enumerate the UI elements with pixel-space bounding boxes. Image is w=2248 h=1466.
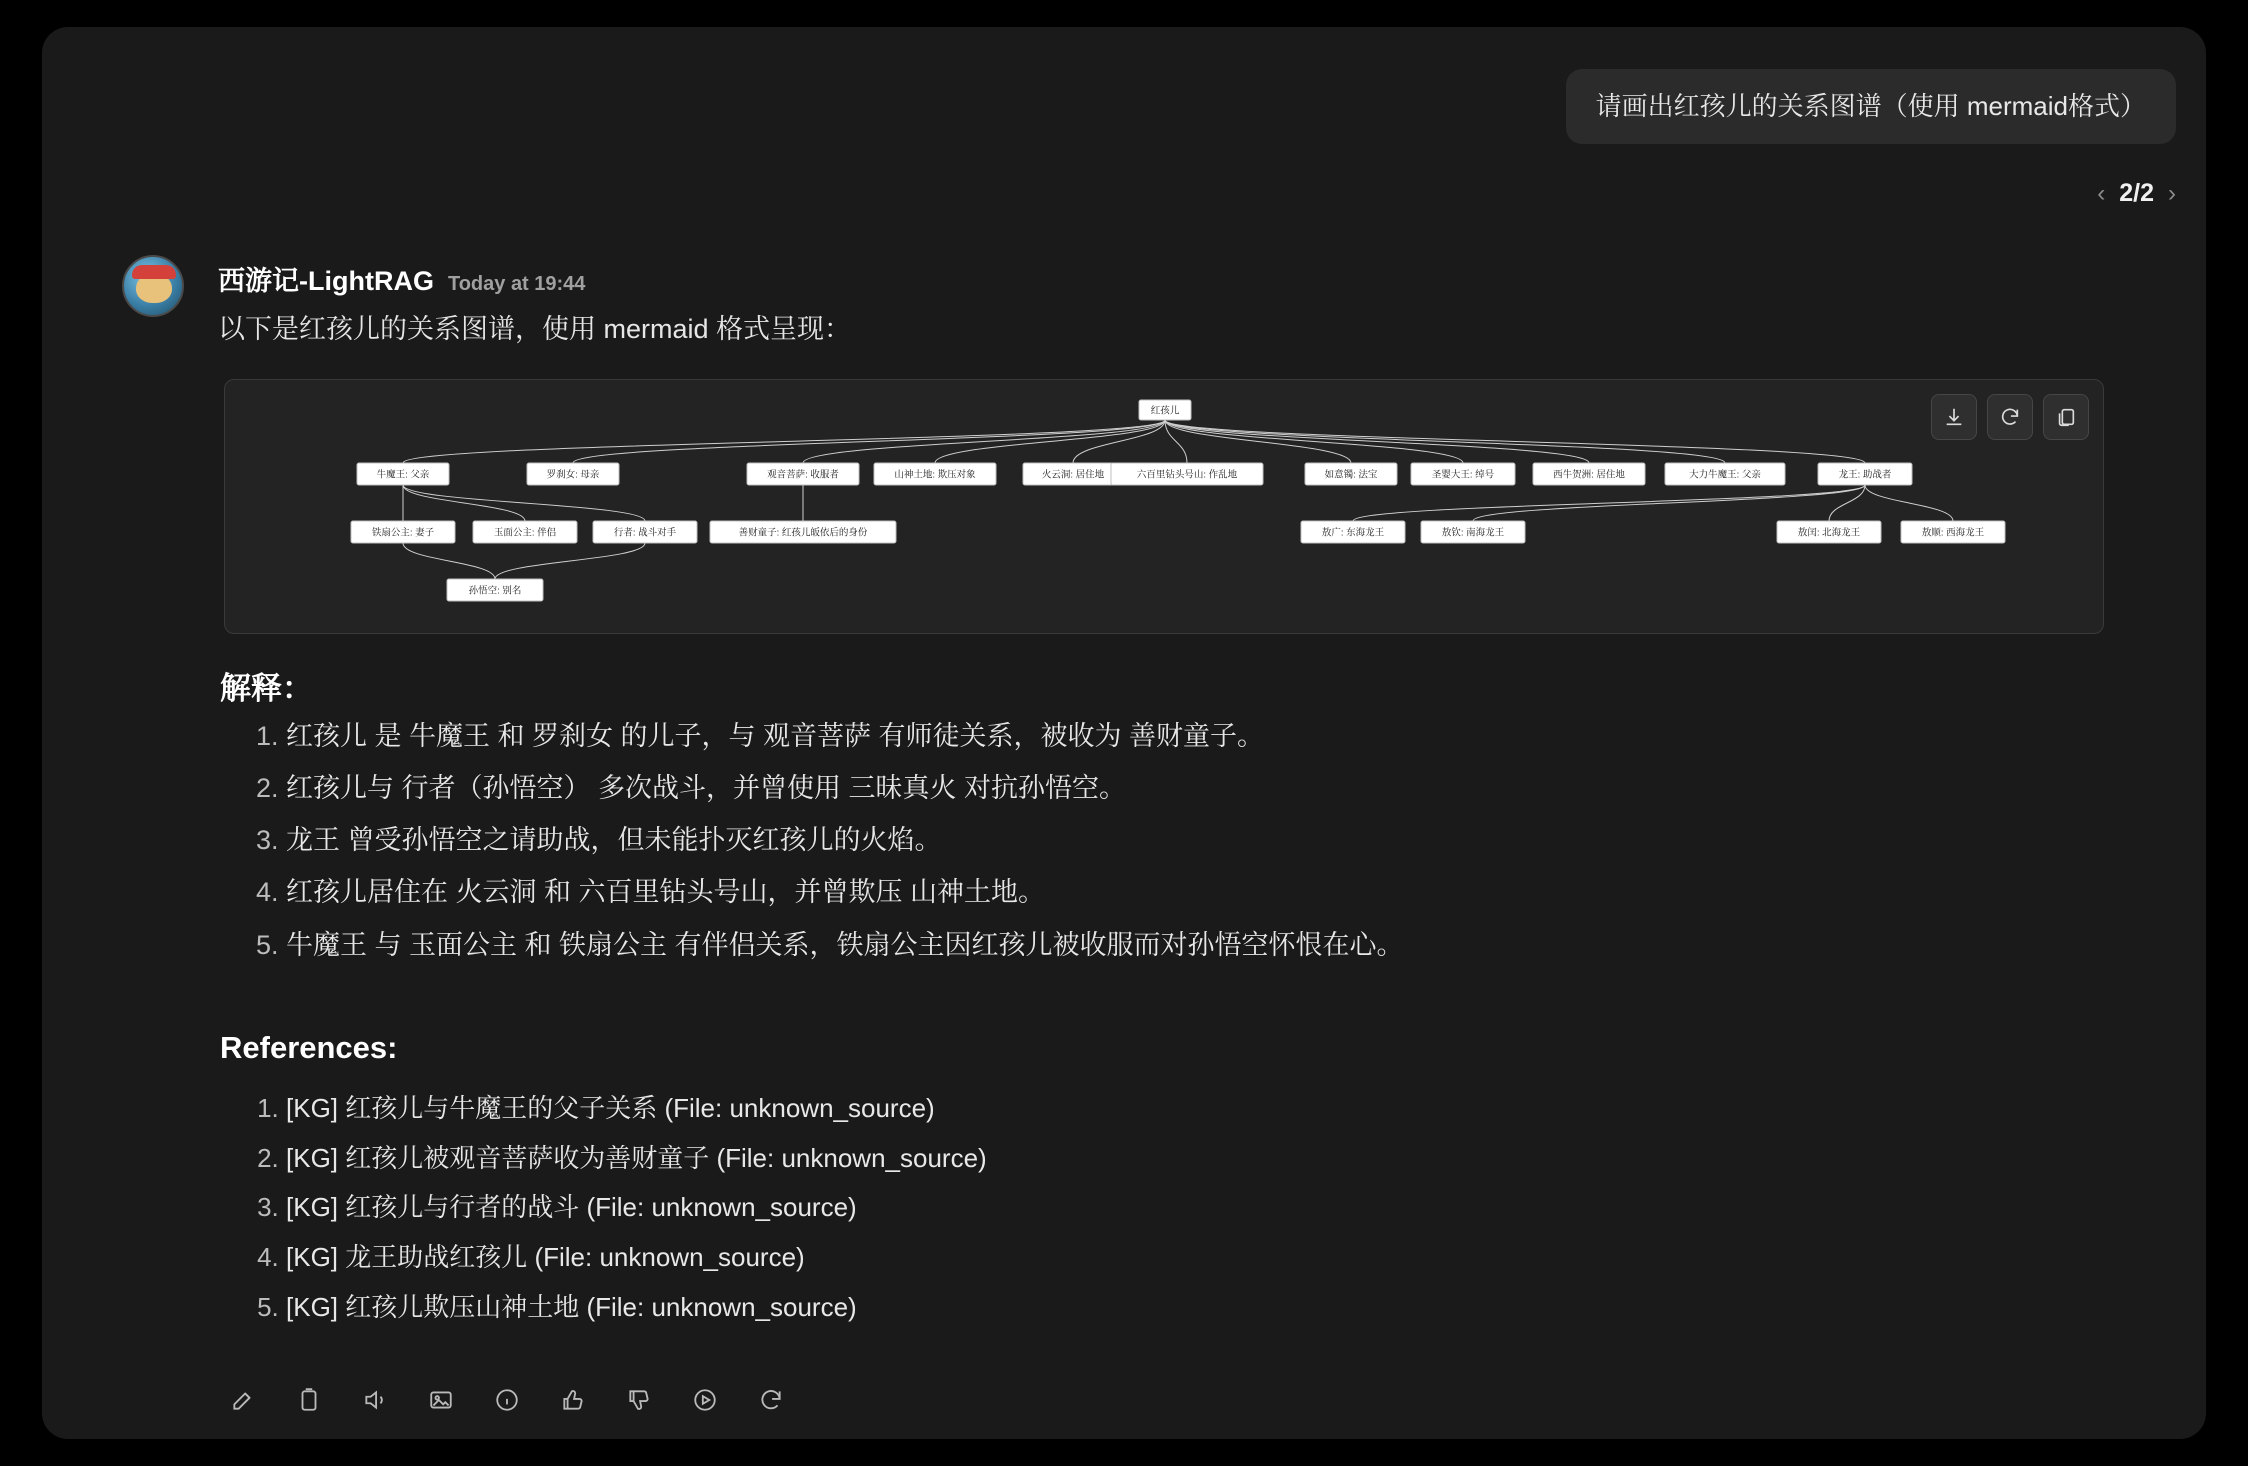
edit-icon[interactable] (228, 1385, 258, 1415)
graph-node[interactable] (1301, 521, 1405, 543)
graph-node-label: 孙悟空: 别名 (468, 585, 522, 597)
graph-node-label: 罗刹女: 母亲 (546, 469, 600, 481)
graph-node-label: 六百里钻头号山: 作乱地 (1136, 469, 1238, 481)
graph-edge (403, 485, 645, 521)
mermaid-diagram-panel (224, 379, 2104, 634)
explanation-item: 2. 红孩儿与 行者（孙悟空） 多次战斗，并曾使用 三昧真火 对抗孙悟空。 (286, 769, 2080, 808)
graph-node-label: 圣婴大王: 绰号 (1431, 469, 1495, 481)
graph-node-label: 红孩儿 (1150, 405, 1180, 417)
graph-node[interactable] (447, 579, 543, 601)
graph-node[interactable] (1111, 463, 1263, 485)
explanation-item: 5. 牛魔王 与 玉面公主 和 铁扇公主 有伴侣关系，铁扇公主因红孩儿被收服而对孙悟空怀恨在心。 (286, 926, 2080, 965)
info-icon[interactable] (492, 1385, 522, 1415)
graph-node[interactable] (1411, 463, 1515, 485)
graph-node-label: 如意镯: 法宝 (1324, 469, 1378, 481)
graph-node-label: 铁扇公主: 妻子 (371, 527, 435, 539)
message-action-bar (228, 1385, 786, 1415)
graph-edge (495, 543, 645, 579)
pager-prev-button[interactable]: ‹ (2097, 179, 2106, 207)
thumbs-up-icon[interactable] (558, 1385, 588, 1415)
graph-node-label: 西牛贺洲: 居住地 (1553, 469, 1625, 481)
image-icon[interactable] (426, 1385, 456, 1415)
avatar-hat (132, 265, 176, 279)
regenerate-icon[interactable] (756, 1385, 786, 1415)
user-message-row (1566, 69, 2176, 144)
avatar (122, 255, 184, 317)
graph-node[interactable] (1818, 463, 1912, 485)
reference-item: 2. [KG] 红孩儿被观音菩萨收为善财童子 (File: unknown_source) (286, 1140, 2080, 1178)
message-timestamp: Today at 19:44 (447, 273, 586, 295)
graph-node[interactable] (473, 521, 577, 543)
graph-node[interactable] (527, 463, 619, 485)
graph-node-label: 敖闰: 北海龙王 (1797, 527, 1861, 539)
graph-node-label: 山神土地: 欺压对象 (894, 469, 976, 481)
pager-count: 2/2 (2119, 179, 2154, 207)
reference-item: 1. [KG] 红孩儿与牛魔王的父子关系 (File: unknown_source) (286, 1090, 2080, 1128)
explanation-list (220, 717, 2080, 978)
graph-node-label: 牛魔王: 父亲 (376, 469, 430, 481)
graph-edge (1473, 485, 1865, 521)
chat-window (42, 27, 2206, 1439)
graph-node[interactable] (593, 521, 697, 543)
graph-node[interactable] (1533, 463, 1645, 485)
graph-edge (1353, 485, 1865, 521)
graph-node-label: 善财童子: 红孩儿皈依后的身份 (738, 527, 868, 539)
reference-item: 5. [KG] 红孩儿欺压山神土地 (File: unknown_source) (286, 1289, 2080, 1327)
explanation-item: 3. 龙王 曾受孙悟空之请助战，但未能扑灭红孩儿的火焰。 (286, 821, 2080, 860)
references-title: References: (220, 1030, 398, 1065)
graph-edge (1865, 485, 1953, 521)
graph-edge (1165, 420, 1865, 463)
graph-node[interactable] (1665, 463, 1785, 485)
diagram-toolbar (1931, 394, 2089, 440)
graph-node[interactable] (1139, 400, 1191, 420)
copy-icon[interactable] (294, 1385, 324, 1415)
graph-edge (1165, 420, 1463, 463)
explanation-item: 1. 红孩儿 是 牛魔王 和 罗刹女 的儿子，与 观音菩萨 有师徒关系，被收为 善财童子。 (286, 717, 2080, 756)
graph-edge (403, 543, 495, 579)
graph-edge (1165, 420, 1725, 463)
graph-node[interactable] (357, 463, 449, 485)
graph-node[interactable] (1305, 463, 1397, 485)
refresh-icon[interactable] (1987, 394, 2033, 440)
message-author: 西游记-LightRAG (218, 266, 434, 296)
graph-node[interactable] (1901, 521, 2005, 543)
graph-node[interactable] (747, 463, 859, 485)
graph-node[interactable] (1777, 521, 1881, 543)
message-header (218, 259, 585, 298)
graph-node[interactable] (351, 521, 455, 543)
graph-node-label: 敖广: 东海龙王 (1321, 527, 1385, 539)
pager-next-button[interactable]: › (2168, 179, 2176, 207)
graph-node[interactable] (874, 463, 996, 485)
thumbs-down-icon[interactable] (624, 1385, 654, 1415)
graph-node-label: 玉面公主: 伴侣 (493, 527, 557, 539)
message-intro-text: 以下是红孩儿的关系图谱，使用 mermaid 格式呈现： (218, 314, 852, 344)
graph-node-label: 大力牛魔王: 父亲 (1689, 469, 1761, 481)
references-list (220, 1090, 2080, 1338)
reference-item: 4. [KG] 龙王助战红孩儿 (File: unknown_source) (286, 1239, 2080, 1277)
copy-icon[interactable] (2043, 394, 2089, 440)
message-pager (2097, 179, 2176, 208)
graph-node-label: 行者: 战斗对手 (613, 527, 677, 539)
speaker-icon[interactable] (360, 1385, 390, 1415)
user-message-bubble: 请画出红孩儿的关系图谱（使用 mermaid格式） (1566, 69, 2176, 144)
explanation-title: 解释： (220, 671, 313, 706)
graph-node-label: 敖顺: 西海龙王 (1921, 527, 1985, 539)
play-icon[interactable] (690, 1385, 720, 1415)
graph-node-label: 龙王: 助战者 (1838, 469, 1892, 481)
download-icon[interactable] (1931, 394, 1977, 440)
reference-item: 3. [KG] 红孩儿与行者的战斗 (File: unknown_source) (286, 1189, 2080, 1227)
graph-node[interactable] (710, 521, 896, 543)
graph-node-label: 敖钦: 南海龙王 (1441, 527, 1505, 539)
graph-node-label: 观音菩萨: 收服者 (767, 469, 839, 481)
graph-edge (403, 485, 525, 521)
graph-node[interactable] (1023, 463, 1123, 485)
graph-node[interactable] (1421, 521, 1525, 543)
mermaid-graph (225, 380, 2105, 635)
graph-node-label: 火云洞: 居住地 (1041, 469, 1105, 481)
explanation-item: 4. 红孩儿居住在 火云洞 和 六百里钻头号山，并曾欺压 山神土地。 (286, 873, 2080, 912)
graph-edge (935, 420, 1165, 463)
